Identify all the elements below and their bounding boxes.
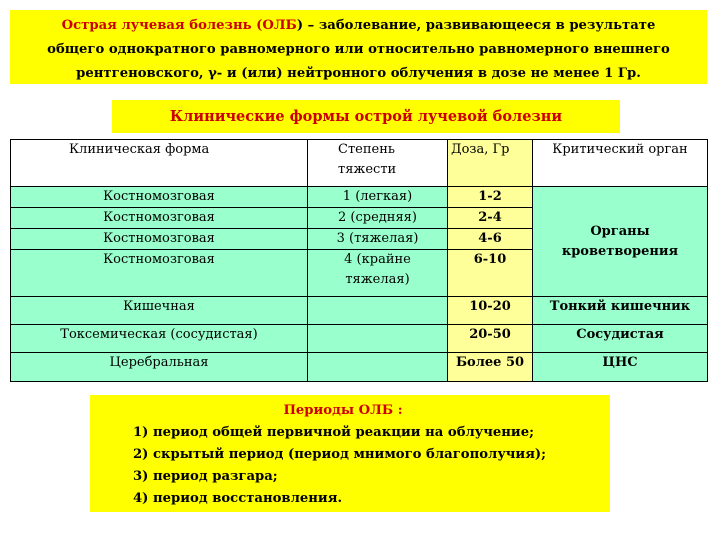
- cell-organ-merged: [533, 187, 708, 297]
- definition-text-1: – заболевание, развивающееся в результате: [303, 18, 656, 33]
- table-header-row: [11, 140, 708, 187]
- organ-merged-line-1: Органы: [590, 223, 650, 239]
- definition-line-1: [18, 14, 699, 38]
- definition-line-3: рентгеновского, γ- и (или) нейтронного облучения в дозе не менее 1 Гр.: [76, 66, 641, 81]
- cell-dose: 2-4: [448, 208, 533, 229]
- period-item: 4) период восстановления.: [133, 491, 343, 506]
- table-row: [11, 353, 708, 382]
- cell-dose: 6-10: [448, 250, 533, 297]
- cell-severity: 3 (тяжелая): [308, 229, 448, 250]
- cell-severity: [308, 297, 448, 325]
- header-severity-line-1: Степень: [338, 142, 395, 157]
- definition-term: Острая лучевая болезнь (ОЛБ: [61, 18, 297, 33]
- cell-severity: [308, 325, 448, 353]
- header-severity-line-2: тяжести: [338, 162, 397, 177]
- cell-form: Костномозговая: [11, 187, 308, 208]
- cell-organ: ЦНС: [533, 353, 708, 382]
- cell-dose: Более 50: [448, 353, 533, 382]
- periods-box: [90, 395, 610, 512]
- periods-title: Периоды ОЛБ :: [283, 403, 403, 418]
- table-row: [11, 187, 708, 208]
- cell-severity: 1 (легкая): [308, 187, 448, 208]
- cell-dose: 4-6: [448, 229, 533, 250]
- table-row: [11, 325, 708, 353]
- header-severity: [308, 140, 448, 187]
- definition-line-2: общего однократного равномерного или относительно равномерного внешнего: [47, 42, 670, 57]
- cell-dose: 1-2: [448, 187, 533, 208]
- cell-dose: 10-20: [448, 297, 533, 325]
- header-organ: Критический орган: [533, 140, 708, 187]
- header-dose: Доза, Гр: [448, 140, 533, 187]
- cell-severity-line-2: тяжелая): [345, 272, 410, 287]
- cell-organ: Сосудистая: [533, 325, 708, 353]
- cell-form: Костномозговая: [11, 208, 308, 229]
- organ-merged-line-2: кроветворения: [561, 243, 679, 259]
- clinical-forms-table: [10, 139, 708, 382]
- definition-box: [10, 10, 707, 84]
- cell-severity: [308, 250, 448, 297]
- cell-form: Кишечная: [11, 297, 308, 325]
- cell-form: Токсемическая (сосудистая): [11, 325, 308, 353]
- cell-severity: [308, 353, 448, 382]
- header-form: Клиническая форма: [11, 140, 308, 187]
- period-item: 3) период разгара;: [133, 469, 278, 484]
- period-item: 2) скрытый период (период мнимого благополучия);: [133, 447, 547, 462]
- cell-dose: 20-50: [448, 325, 533, 353]
- table-row: [11, 297, 708, 325]
- cell-form: Костномозговая: [11, 229, 308, 250]
- cell-severity: 2 (средняя): [308, 208, 448, 229]
- period-item: 1) период общей первичной реакции на облучение;: [133, 425, 534, 440]
- table-title: Клинические формы острой лучевой болезни: [112, 100, 620, 133]
- definition-close-paren: ): [296, 18, 304, 33]
- cell-organ: Тонкий кишечник: [533, 297, 708, 325]
- cell-form: Церебральная: [11, 353, 308, 382]
- cell-severity-line-1: 4 (крайне: [344, 252, 411, 267]
- cell-form: Костномозговая: [11, 250, 308, 297]
